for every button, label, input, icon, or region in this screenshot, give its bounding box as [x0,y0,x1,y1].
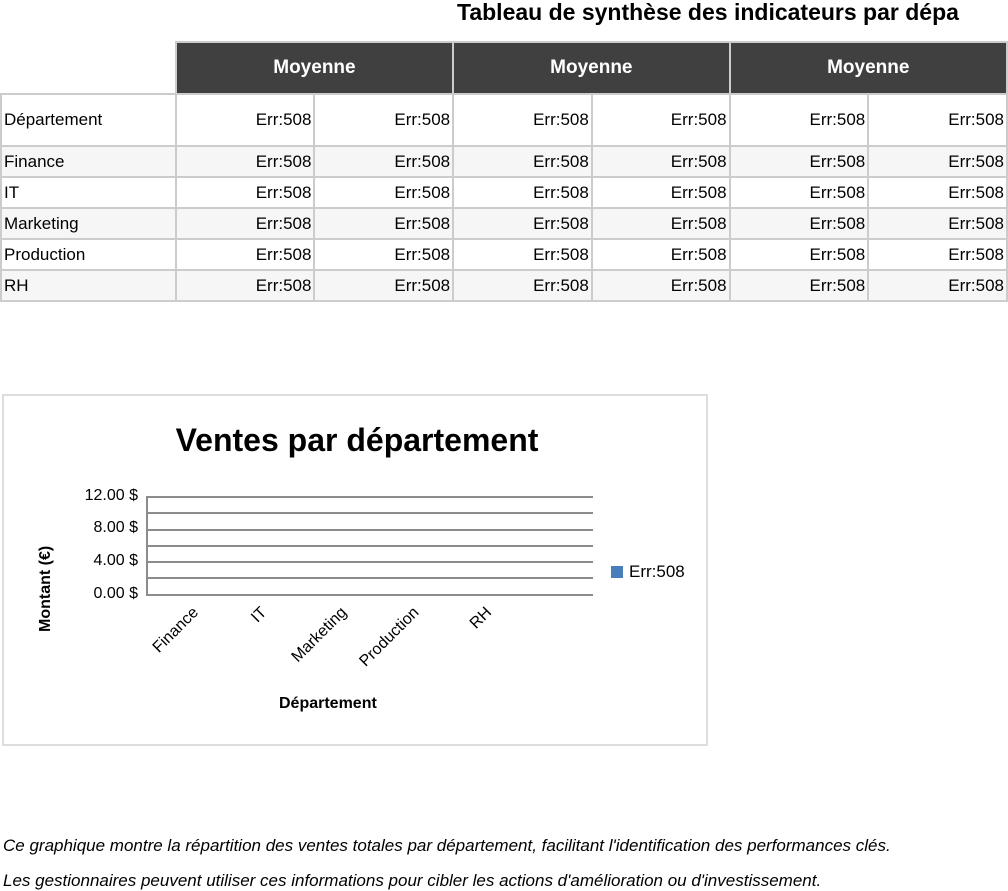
corner-cell [1,42,176,94]
table-cell[interactable]: Err:508 [314,239,453,270]
table-row-production [1,239,1007,270]
table-cell[interactable]: Err:508 [730,239,869,270]
table-row-marketing [1,208,1007,239]
caption-line-2: Les gestionnaires peuvent utiliser ces informations pour cibler les actions d'amélioration ou d'investissement. [3,871,822,890]
table-cell[interactable]: Err:508 [868,146,1007,177]
summary-table [0,41,1008,302]
table-cell[interactable]: Err:508 [730,270,869,301]
legend-label: Err:508 [629,562,685,581]
group-header-1[interactable]: Moyenne [176,42,453,94]
table-cell[interactable]: Err:508 [453,94,592,146]
y-tick-12: 12.00 $ [84,487,138,504]
row-label[interactable]: Finance [1,146,176,177]
table-cell[interactable]: Err:508 [453,270,592,301]
x-tick-finance: Finance [149,604,203,657]
table-cell[interactable]: Err:508 [314,270,453,301]
legend-swatch-icon [611,566,623,578]
table-cell[interactable]: Err:508 [730,177,869,208]
x-tick-rh: RH [466,604,496,633]
group-header-3[interactable]: Moyenne [730,42,1007,94]
row-label[interactable]: RH [1,270,176,301]
row-label[interactable]: IT [1,177,176,208]
table-cell[interactable]: Err:508 [868,94,1007,146]
subheader-row [1,94,1007,146]
table-cell[interactable]: Err:508 [730,208,869,239]
table-cell[interactable]: Err:508 [592,94,730,146]
table-cell[interactable]: Err:508 [592,146,730,177]
row-label[interactable]: Marketing [1,208,176,239]
y-tick-0: 0.00 $ [93,585,138,602]
row-label[interactable]: Département [1,94,176,146]
table-cell[interactable]: Err:508 [453,177,592,208]
y-axis-label: Montant (€) [37,545,54,632]
table-row-finance [1,146,1007,177]
table-row-it [1,177,1007,208]
table-cell[interactable]: Err:508 [592,208,730,239]
table-cell[interactable]: Err:508 [176,270,315,301]
table-cell[interactable]: Err:508 [314,177,453,208]
table-cell[interactable]: Err:508 [176,146,315,177]
table-cell[interactable]: Err:508 [314,208,453,239]
table-cell[interactable]: Err:508 [592,177,730,208]
table-cell[interactable]: Err:508 [176,177,315,208]
table-cell[interactable]: Err:508 [868,208,1007,239]
table-cell[interactable]: Err:508 [592,239,730,270]
chart-title: Ventes par département [175,422,539,458]
x-axis-label: Département [279,695,377,712]
sheet-title: Tableau de synthèse des indicateurs par dépa [457,0,959,25]
table-cell[interactable]: Err:508 [453,239,592,270]
x-tick-marketing: Marketing [288,604,351,666]
table-cell[interactable]: Err:508 [730,94,869,146]
table-cell[interactable]: Err:508 [868,177,1007,208]
group-header-2[interactable]: Moyenne [453,42,729,94]
x-tick-production: Production [355,604,423,671]
table-cell[interactable]: Err:508 [453,208,592,239]
table-cell[interactable]: Err:508 [314,146,453,177]
table-cell[interactable]: Err:508 [730,146,869,177]
table-cell[interactable]: Err:508 [453,146,592,177]
caption-line-1: Ce graphique montre la répartition des ventes totales par département, facilitant l'identification des performances clés. [3,836,891,855]
table-cell[interactable]: Err:508 [314,94,453,146]
table-cell[interactable]: Err:508 [176,208,315,239]
y-tick-4: 4.00 $ [93,552,138,569]
row-label[interactable]: Production [1,239,176,270]
table-row-rh [1,270,1007,301]
table-cell[interactable]: Err:508 [868,239,1007,270]
sales-chart[interactable] [2,394,708,746]
x-tick-it: IT [247,604,271,627]
group-header-row [1,42,1007,94]
chart-legend [611,562,685,582]
table-cell[interactable]: Err:508 [868,270,1007,301]
table-cell[interactable]: Err:508 [176,94,315,146]
table-cell[interactable]: Err:508 [592,270,730,301]
table-cell[interactable]: Err:508 [176,239,315,270]
y-tick-8: 8.00 $ [93,519,138,536]
